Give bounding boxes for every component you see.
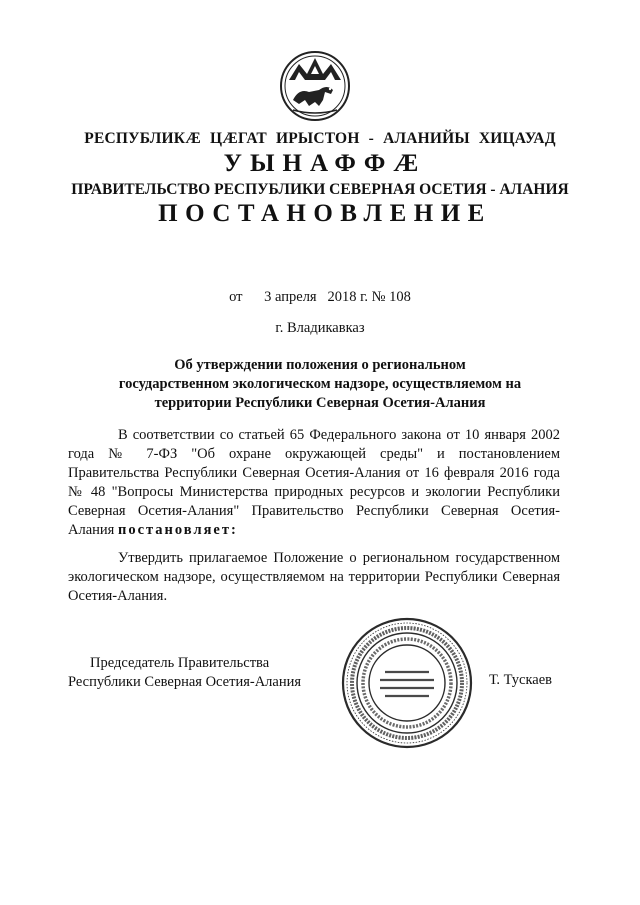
document-type-title: ПОСТАНОВЛЕНИЕ <box>158 200 492 227</box>
header-ossetian-government: РЕСПУБЛИКӔ ЦӔГАТ ИРЫСТОН - АЛАНИЙЫ ХИЦАУАД <box>84 130 556 147</box>
document-city: г. Владикавказ <box>275 320 365 336</box>
decree-title-line: Об утверждении положения о региональном <box>174 357 466 373</box>
signatory-position-line: Республики Северная Осетия-Алания <box>68 674 302 690</box>
resolves-keyword: постановляет: <box>117 522 238 538</box>
signatory-position-line: Председатель Правительства <box>90 655 270 671</box>
header-government-name: ПРАВИТЕЛЬСТВО РЕСПУБЛИКИ СЕВЕРНАЯ ОСЕТИЯ - АЛАНИЯ <box>71 181 569 198</box>
decree-title-line: государственном экологическом надзоре, осуществляемом на <box>118 376 522 392</box>
document-number: № 108 <box>371 289 411 305</box>
date-day-month: 3 апреля <box>264 289 317 305</box>
coat-of-arms-emblem-icon <box>279 50 351 122</box>
preamble-paragraph <box>68 426 560 540</box>
date-year: 2018 г. <box>327 289 369 305</box>
document-date-line <box>0 289 640 306</box>
header-ossetian-decree: УЫНАФФӔ <box>223 150 427 177</box>
decree-title-line: территории Республики Северная Осетия-Алания <box>154 395 486 411</box>
preamble-text: В соответствии со статьей 65 Федерального закона от 10 января 2002 года № 7-ФЗ "Об охране окружающей среды" и постановлением Правительства Республики Северная Осетия-Алания от 16 февраля 2016 года № 48 "Вопросы Министерства природных ресурсов и экологии Республики Северная Осетия-Алания" Правительство Республики Северная Осетия-Алания <box>68 427 560 538</box>
signatory-position <box>68 654 301 692</box>
date-prefix: от <box>229 289 243 305</box>
official-seal-stamp-icon <box>340 616 474 750</box>
resolution-paragraph <box>68 549 560 606</box>
decree-title <box>80 356 560 413</box>
resolution-text: Утвердить прилагаемое Положение о региональном государственном экологическом надзоре, осуществляемом на территории Республики Северная Осетия-Алания. <box>68 550 560 604</box>
signatory-name: Т. Тускаев <box>489 672 553 688</box>
